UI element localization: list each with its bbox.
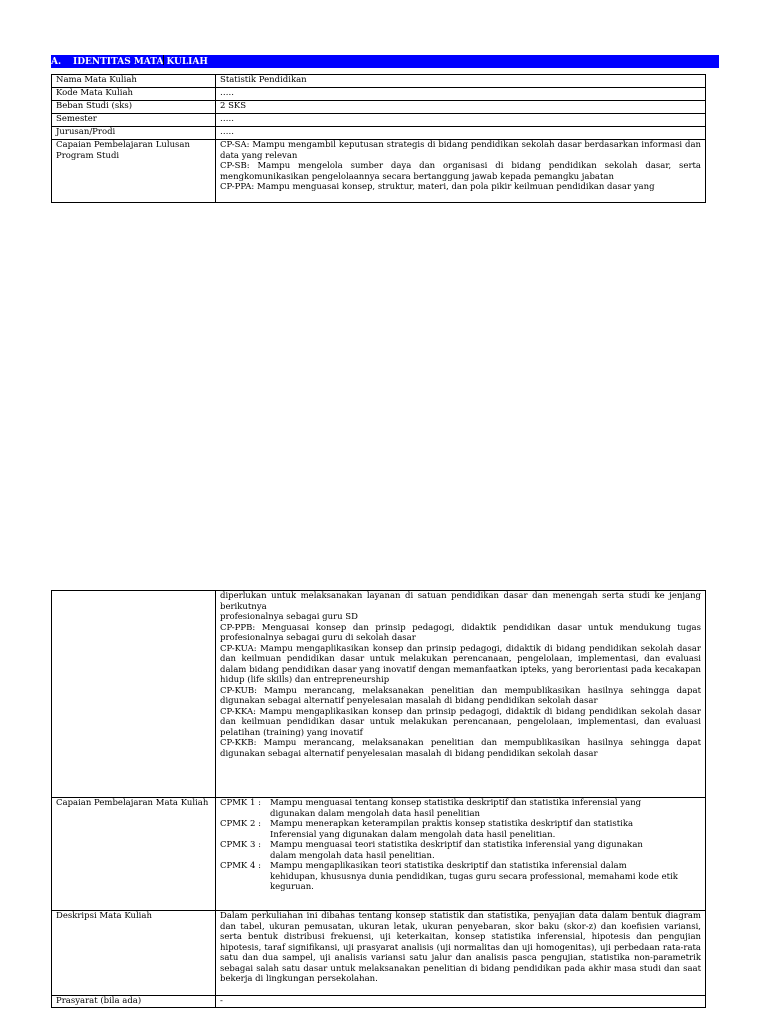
- row-label: Semester: [52, 114, 216, 127]
- cpmk-item: [220, 819, 701, 840]
- row-value: …..: [216, 127, 706, 140]
- cpl-paragraph: CP-KUB: Mampu merancang, melaksanakan penelitian dan mempublikasikan hasilnya sehingga dapat digunakan sebagai alternatif penyelesaian masalah di bidang pendidikan sekolah dasar: [220, 685, 701, 706]
- table-row: [52, 996, 706, 1008]
- cpmk-text: Mampu mengaplikasikan teori statistika deskriptif dan statistika inferensial dalam: [270, 861, 627, 871]
- cpl-paragraph: CP-KKA: Mampu mengaplikasikan konsep dan prinsip pedagogi, didaktik di bidang pendidikan sekolah dasar dan keilmuan pendidikan dasar untuk melakukan perencanaan, pengelolaan, implementasi, dan evaluasi pelatihan (training) yang inovatif: [220, 706, 701, 738]
- row-value: …..: [216, 88, 706, 101]
- row-value: 2 SKS: [216, 101, 706, 114]
- table-row: [52, 591, 706, 798]
- section-title-part2: KULIAH: [166, 57, 208, 67]
- cpmk-text-cont: digunakan dalam mengolah data hasil penelitian: [270, 808, 480, 819]
- table-row: [52, 127, 706, 140]
- cpl-paragraph: profesionalnya sebagai guru SD: [220, 612, 358, 622]
- cpmk-code: CPMK 4 :: [220, 861, 261, 871]
- cpmk-text-cont: kehidupan, khususnya dunia pendidikan, tugas guru secara professional, memahami kode etik keguruan.: [270, 871, 678, 892]
- cpl-paragraph: diperlukan untuk melaksanakan layanan di satuan pendidikan dasar dan menengah serta studi ke jenjang berikutnya: [220, 591, 701, 612]
- table-row: [52, 140, 706, 203]
- section-number: A.: [51, 57, 62, 67]
- table-row: [52, 88, 706, 101]
- cpmk-label: [52, 798, 216, 911]
- prerequisite-value: -: [216, 996, 706, 1008]
- cpmk-item: [220, 798, 701, 819]
- description-content: [216, 911, 706, 996]
- description-text: Dalam perkuliahan ini dibahas tentang konsep statistik dan statistika, penyajian data dalam bentuk diagram dan tabel, ukuran pemusatan, ukuran letak, ukuran penyebaran, skor baku (skor-z) dan koefisien variansi, serta bentuk distribusi frekuensi, uji keterkaitan, konsep statistika inferensial, hipotesis dan pengujian hipotesis, taraf signifikansi, uji prasyarat analisis (uji normalitas dan uji homogenitas), uji perbedaan rata-rata satu dan dua sampel, uji analisis variansi satu jalur dan analisis pasca pengujian, statistika non-parametrik sebagai salah satu dasar untuk melaksanakan penelitian di bidang pendidikan pada akhir masa studi dan saat bekerja di lingkungan persekolahan.: [220, 911, 701, 984]
- row-label: Jurusan/Prodi: [52, 127, 216, 140]
- empty-label-cell: [52, 591, 216, 798]
- cpmk-item: [220, 840, 701, 861]
- cpl-paragraph: CP-PPA: Mampu menguasai konsep, struktur, materi, dan pola pikir keilmuan pendidikan dasar yang: [220, 182, 655, 192]
- cpl-continuation: [216, 591, 706, 798]
- cpmk-label-text: Capaian Pembelajaran Mata Kuliah: [56, 798, 209, 808]
- course-identity-table: [51, 74, 706, 203]
- table-row: [52, 114, 706, 127]
- cpl-paragraph: CP-KUA: Mampu mengaplikasikan konsep dan prinsip pedagogi, didaktik di bidang pendidikan sekolah dasar dan keilmuan pendidikan dasar untuk melakukan perencanaan, pengelolaan, implementasi, dan evaluasi dalam bidang pendidikan dasar yang inovatif dengan memanfaatkan ipteks, yang berorientasi pada kecakapan hidup (life skills) dan entrepreneurship: [220, 643, 701, 685]
- description-label: Deskripsi Mata Kuliah: [52, 911, 216, 996]
- cpmk-code: CPMK 2 :: [220, 819, 261, 829]
- cpl-paragraph: CP-KKB: Mampu merancang, melaksanakan penelitian dan mempublikasikan hasilnya sehingga dapat digunakan sebagai alternatif penyelesaian masalah di bidang pendidikan sekolah dasar: [220, 738, 701, 759]
- prerequisite-label: Prasyarat (bila ada): [52, 996, 216, 1008]
- cpl-paragraph: CP-PPB: Menguasai konsep dan prinsip pedagogi, didaktik pendidikan dasar untuk mendukung tugas profesionalnya sebagai guru di sekolah dasar: [220, 622, 701, 643]
- cpmk-text: Mampu menguasai tentang konsep statistika deskriptif dan statistika inferensial yang: [270, 798, 642, 808]
- cpmk-text-cont: Inferensial yang digunakan dalam mengolah data hasil penelitian.: [270, 829, 556, 840]
- cpmk-list: [216, 798, 706, 911]
- row-label: Nama Mata Kuliah: [52, 75, 216, 88]
- row-value: …..: [216, 114, 706, 127]
- table-row: [52, 101, 706, 114]
- course-outcome-table: [51, 590, 706, 1008]
- section-title-part1: IDENTITAS MATA: [73, 57, 164, 67]
- cpl-content: [216, 140, 706, 203]
- cpl-paragraph: CP-SB: Mampu mengelola sumber daya dan organisasi di bidang pendidikan sekolah dasar, serta mengkomunikasikan pengelolaannya secara bertanggung jawab kepada pemangku jabatan: [220, 161, 701, 182]
- row-value: Statistik Pendidikan: [216, 75, 706, 88]
- table-row: [52, 911, 706, 996]
- cpl-paragraph: CP-SA: Mampu mengambil keputusan strategis di bidang pendidikan sekolah dasar berdasarkan informasi dan data yang relevan: [220, 140, 701, 161]
- cpmk-text: Mampu menguasai teori statistika deskriptif dan statistika inferensial yang digunakan: [270, 840, 643, 850]
- cpmk-text: Mampu menerapkan keterampilan praktis konsep statistika deskriptif dan statistika: [270, 819, 634, 829]
- cpmk-text-cont: dalam mengolah data hasil penelitian.: [270, 850, 435, 861]
- cpmk-code: CPMK 3 :: [220, 840, 261, 850]
- cpmk-item: [220, 861, 701, 893]
- row-label: Beban Studi (sks): [52, 101, 216, 114]
- table-row: [52, 798, 706, 911]
- row-label: Kode Mata Kuliah: [52, 88, 216, 101]
- table-row: [52, 75, 706, 88]
- section-header: [51, 55, 719, 68]
- cpl-label: Capaian Pembelajaran Lulusan Program Studi: [52, 140, 216, 203]
- cpmk-code: CPMK 1 :: [220, 798, 261, 808]
